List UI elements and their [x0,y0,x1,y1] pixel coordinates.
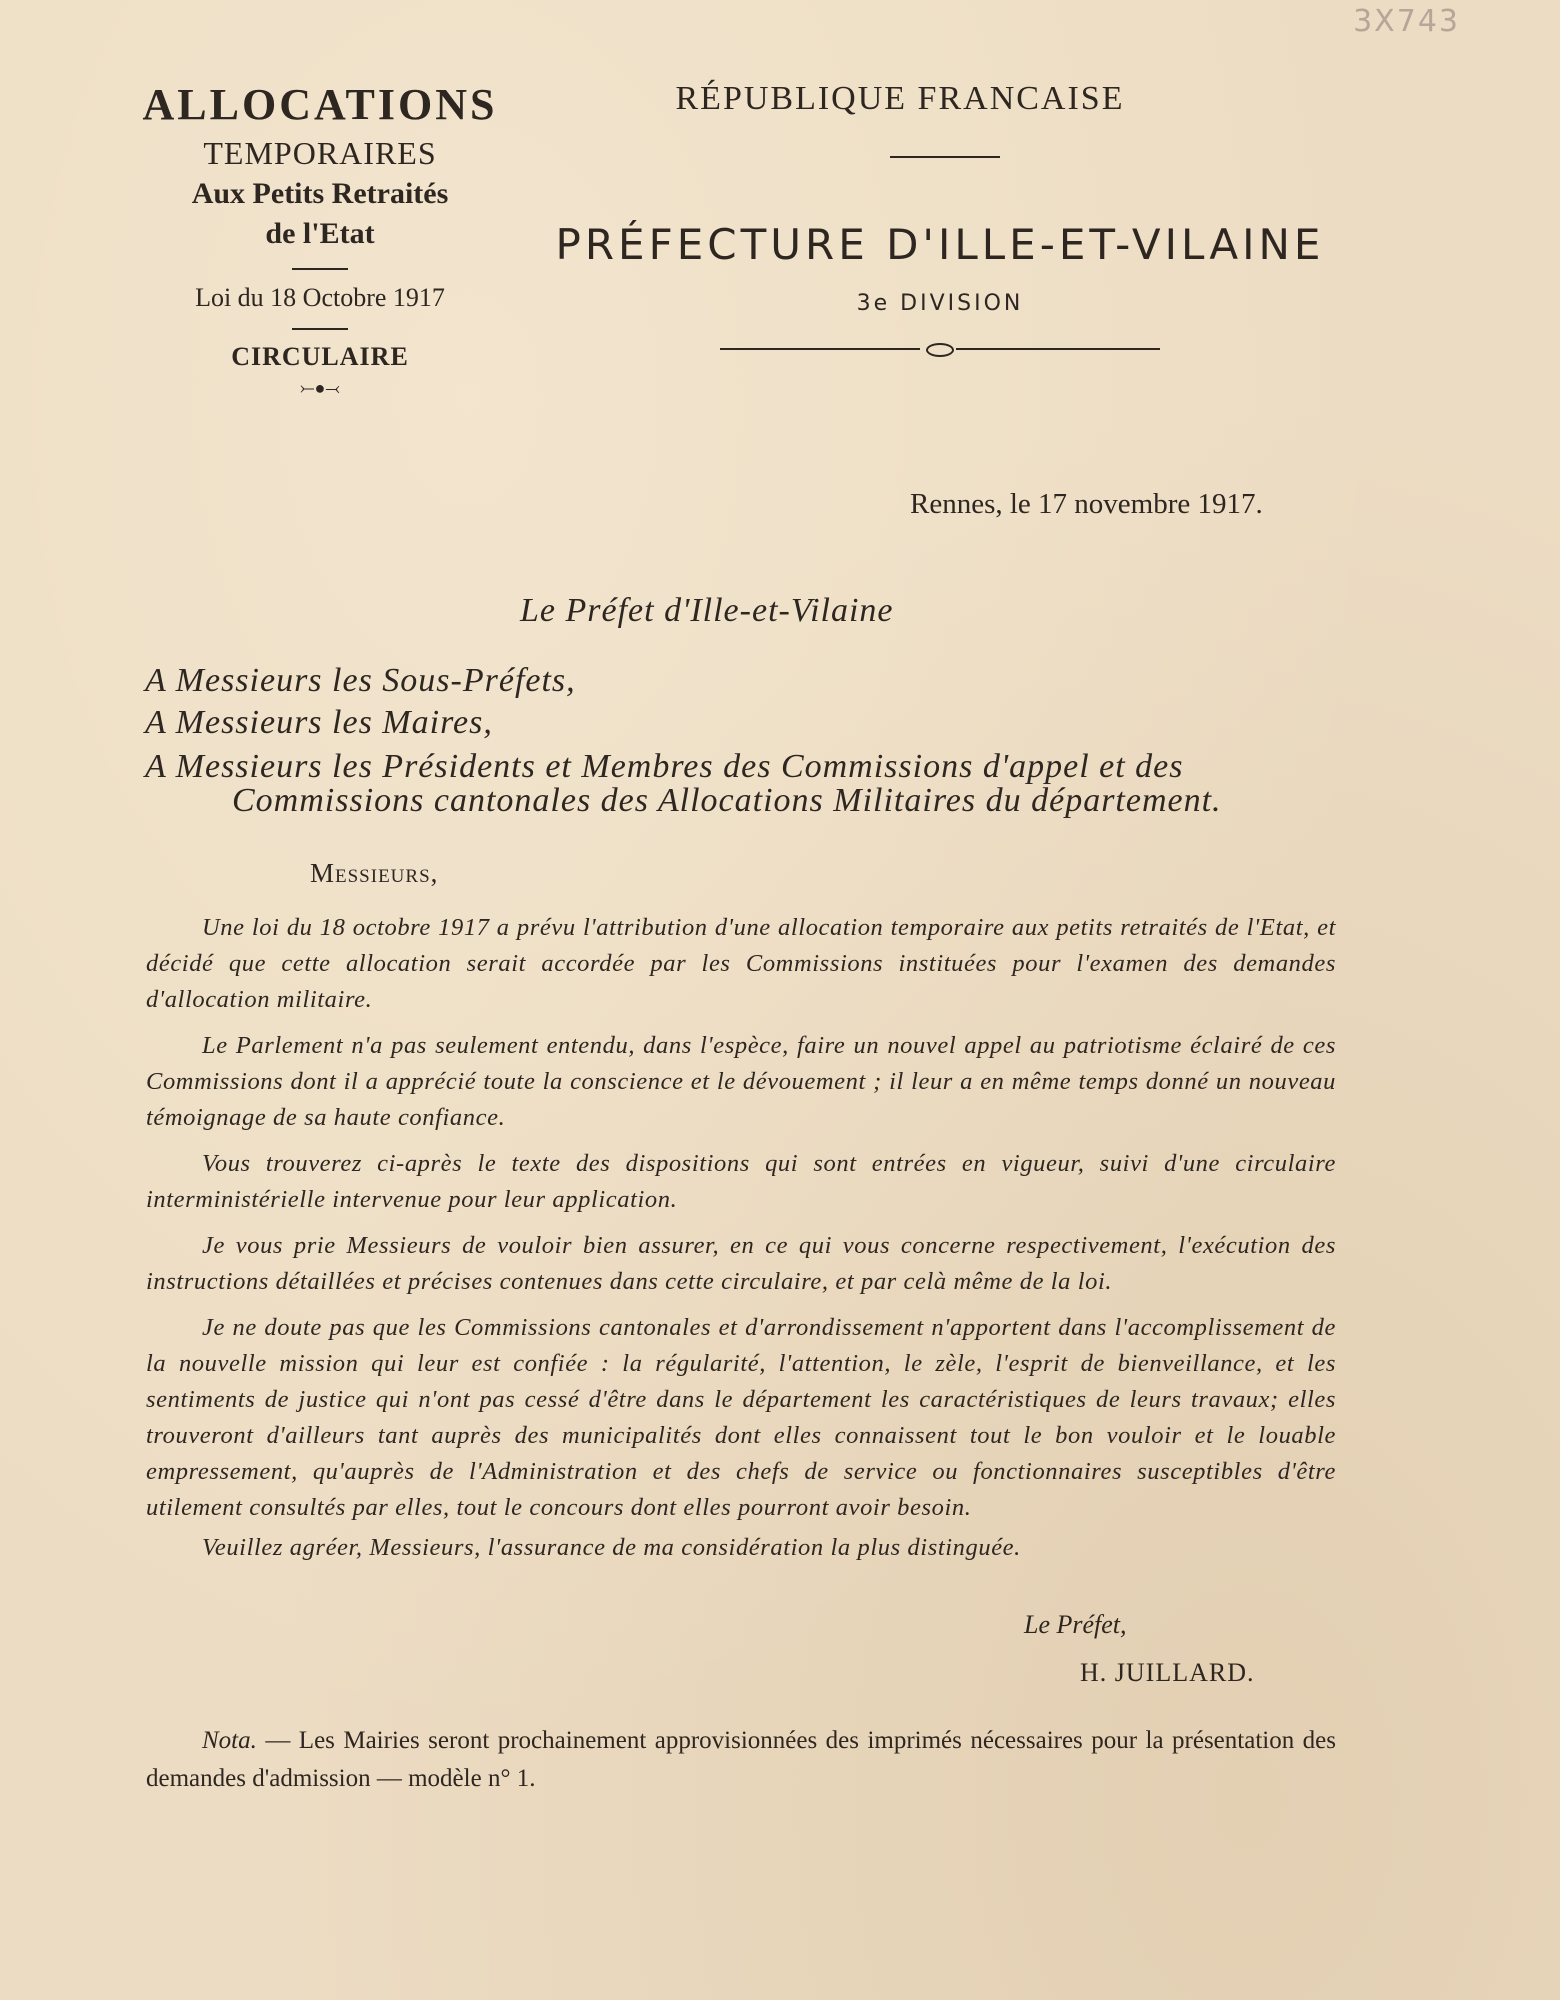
closing-paragraph: Veuillez agréer, Messieurs, l'assurance de ma considération la plus distinguée. [202,1534,1021,1561]
divider [292,328,348,330]
paragraph: Le Parlement n'a pas seulement entendu, dans l'espèce, faire un nouvel appel au patriotisme éclairé de ces Commissions dont il a apprécié toute la conscience et le dévouement ; il leur a en même temps donné un nouveau témoignage de sa haute confiance. [146,1032,1336,1131]
divider [292,268,348,270]
paragraph: Je ne doute pas que les Commissions cantonales et d'arrondissement n'apportent dans l'accomplissement de la nouvelle mission qui leur est confiée : la régularité, l'attention, le zèle, l'esprit de bienveillance, et les sentiments de justice qui n'ont pas cessé d'être dans le département les caractéristiques de leurs travaux; elles trouveront d'ailleurs tant auprès des municipalités dont elles connaissent tout le bon vouloir et le louable empressement, qu'auprès de l'Administration et des chefs de service ou fonctionnaires susceptibles d'être utilement consultés par elles, tout le concours dont elles pourront avoir besoin. [146,1314,1336,1521]
division-label: 3e DIVISION [856,291,1024,316]
addressee-line: A Messieurs les Présidents et Membres des Commissions d'appel et des [145,748,1184,785]
addressee-line: A Messieurs les Maires, [145,704,493,741]
allocations-line-2: Aux Petits Retraités [191,177,449,210]
left-header [130,80,510,399]
letter-body [146,910,1336,1576]
nota-block [146,1722,1336,1798]
addressee-line: A Messieurs les Sous-Préfets, [145,662,576,699]
allocations-title: ALLOCATIONS [142,80,498,129]
nota-paragraph [146,1722,1336,1798]
right-header [540,80,1340,356]
ornament-icon: ⤚●⤙ [300,378,340,398]
ornament-rule-icon [720,342,1160,356]
signature-name: H. JUILLARD. [1080,1658,1255,1687]
paragraph: Je vous prie Messieurs de vouloir bien assurer, en ce qui vous concerne respectivement, l'exécution des instructions détaillées et précises contenues dans cette circulaire, et par celà même de la loi. [146,1232,1336,1295]
nota-text: — Les Mairies seront prochainement approvisionnées des imprimés nécessaires pour la présentation des demandes d'admission — modèle n° 1. [146,1727,1336,1792]
republic-title: RÉPUBLIQUE FRANCAISE [675,80,1125,117]
prefecture-title: PRÉFECTURE D'ILLE-ET-VILAINE [555,220,1325,269]
paragraph: Une loi du 18 octobre 1917 a prévu l'attribution d'une allocation temporaire aux petits retraités de l'Etat, et décidé que cette allocation serait accordée par les Commissions instituées pour l'examen des demandes d'allocation militaire. [146,914,1336,1013]
divider [890,156,1000,158]
greeting: Messieurs, [310,858,439,888]
signature-role: Le Préfet, [1024,1610,1127,1639]
allocations-subtitle: TEMPORAIRES [203,135,437,171]
addressee-line: Commissions cantonales des Allocations Militaires du département. [232,782,1222,819]
archive-mark: 3X743 [1353,4,1460,39]
circular-label: CIRCULAIRE [231,342,409,371]
law-reference: Loi du 18 Octobre 1917 [195,283,445,312]
sender-line: Le Préfet d'Ille-et-Vilaine [520,592,894,629]
paragraph: Vous trouverez ci-après le texte des dispositions qui sont entrées en vigueur, suivi d'une circulaire interministérielle intervenue pour leur application. [146,1150,1336,1213]
allocations-line-3: de l'Etat [265,217,375,250]
date-line: Rennes, le 17 novembre 1917. [910,488,1263,520]
nota-label: Nota. [202,1727,257,1754]
